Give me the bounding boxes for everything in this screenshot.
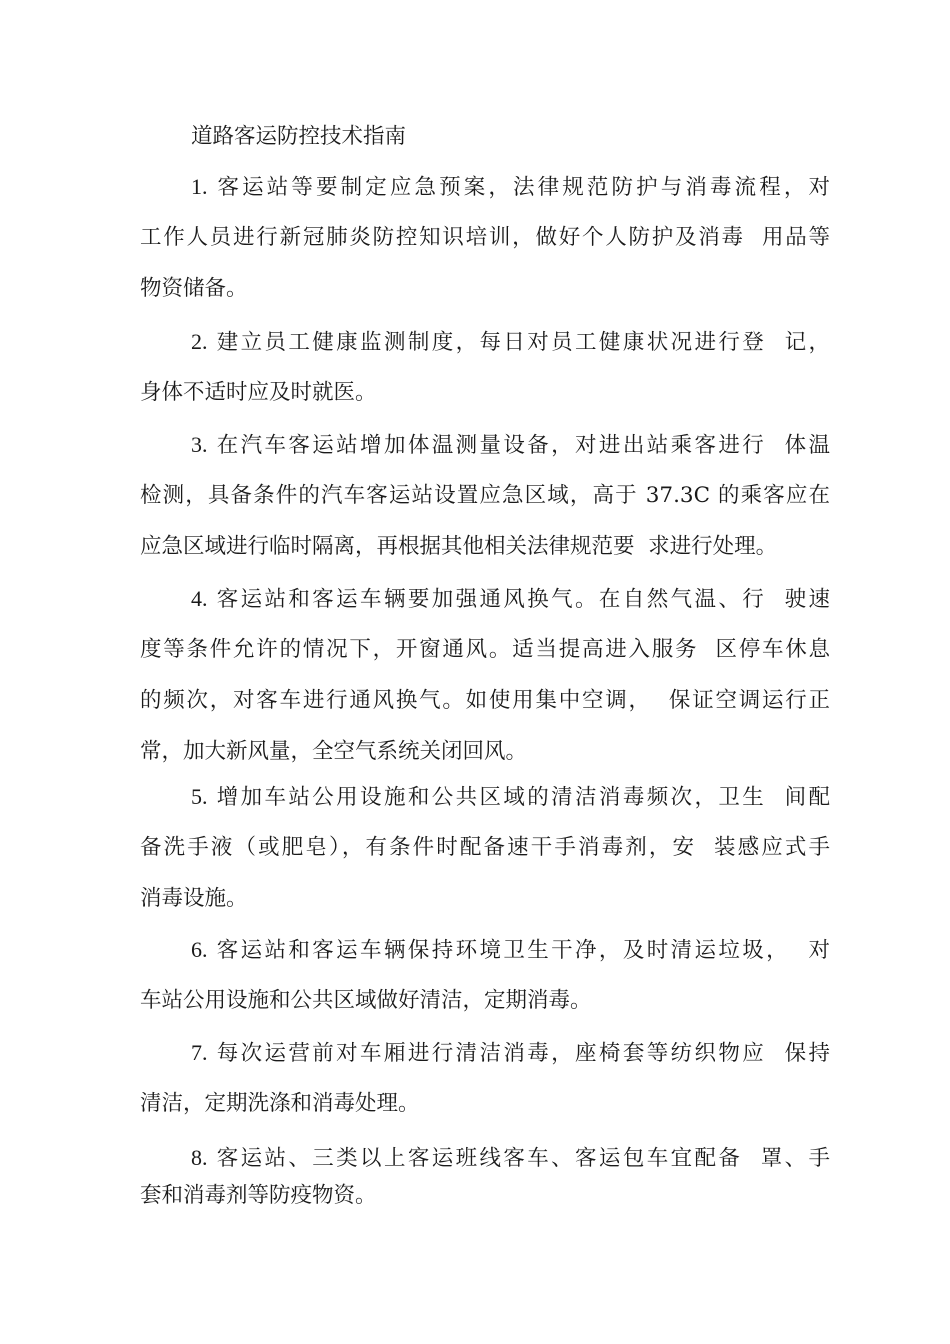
paragraph-number: 8.: [191, 1145, 208, 1170]
paragraph-line: 物资储备。: [140, 276, 248, 301]
paragraph-line: 3. 在汽车客运站增加体温测量设备，对进出站乘客进行 体温: [191, 432, 830, 458]
paragraph-5: [140, 780, 830, 933]
paragraph-line: 2. 建立员工健康监测制度，每日对员工健康状况进行登 记，: [191, 329, 830, 355]
paragraph-number: 3.: [191, 432, 208, 457]
paragraph-line: 身体不适时应及时就医。: [140, 380, 377, 405]
paragraph-line: 备洗手液（或肥皂），有条件时配备速干手消毒剂，安 装感应式手: [140, 835, 830, 860]
paragraph-line: 消毒设施。: [140, 886, 248, 911]
paragraph-line: 7. 每次运营前对车厢进行清洁消毒，座椅套等纺织物应 保持: [191, 1040, 830, 1066]
paragraph-1: [140, 170, 830, 323]
paragraph-line: 应急区域进行临时隔离，再根据其他相关法律规范要 求进行处理。: [140, 534, 778, 559]
paragraph-number: 7.: [191, 1040, 208, 1065]
paragraph-number: 5.: [191, 784, 208, 809]
paragraph-line: 1. 客运站等要制定应急预案，法律规范防护与消毒流程，对: [191, 174, 830, 200]
paragraph-6: [140, 933, 830, 1035]
paragraph-line: 套和消毒剂等防疫物资。: [140, 1183, 377, 1208]
paragraph-line: 工作人员进行新冠肺炎防控知识培训，做好个人防护及消毒 用品等: [140, 225, 830, 250]
paragraph-8: [140, 1141, 830, 1230]
paragraph-line: 检测，具备条件的汽车客运站设置应急区域，高于 37.3C 的乘客应在: [140, 483, 830, 508]
paragraph-line: 的频次，对客车进行通风换气。如使用集中空调， 保证空调运行正: [140, 688, 830, 713]
paragraph-4: [140, 582, 830, 786]
paragraph-7: [140, 1036, 830, 1138]
paragraph-line: 常，加大新风量，全空气系统关闭回风。: [140, 739, 528, 764]
paragraph-3: [140, 428, 830, 581]
paragraph-number: 6.: [191, 937, 208, 962]
document-title: 道路客运防控技术指南: [191, 124, 407, 149]
paragraph-2: [140, 325, 830, 427]
paragraph-line: 度等条件允许的情况下，开窗通风。适当提高进入服务 区停车休息: [140, 637, 830, 662]
paragraph-line: 4. 客运站和客运车辆要加强通风换气。在自然气温、行 驶速: [191, 586, 830, 612]
paragraph-number: 1.: [191, 174, 208, 199]
paragraph-line: 5. 增加车站公用设施和公共区域的清洁消毒频次，卫生 间配: [191, 784, 830, 810]
paragraph-number: 4.: [191, 586, 208, 611]
paragraph-line: 车站公用设施和公共区域做好清洁，定期消毒。: [140, 988, 592, 1013]
paragraph-line: 清洁，定期洗涤和消毒处理。: [140, 1091, 420, 1116]
paragraph-line: 8. 客运站、三类以上客运班线客车、客运包车宜配备 罩、手: [191, 1145, 830, 1171]
paragraph-number: 2.: [191, 329, 208, 354]
paragraph-line: 6. 客运站和客运车辆保持环境卫生干净，及时清运垃圾， 对: [191, 937, 830, 963]
